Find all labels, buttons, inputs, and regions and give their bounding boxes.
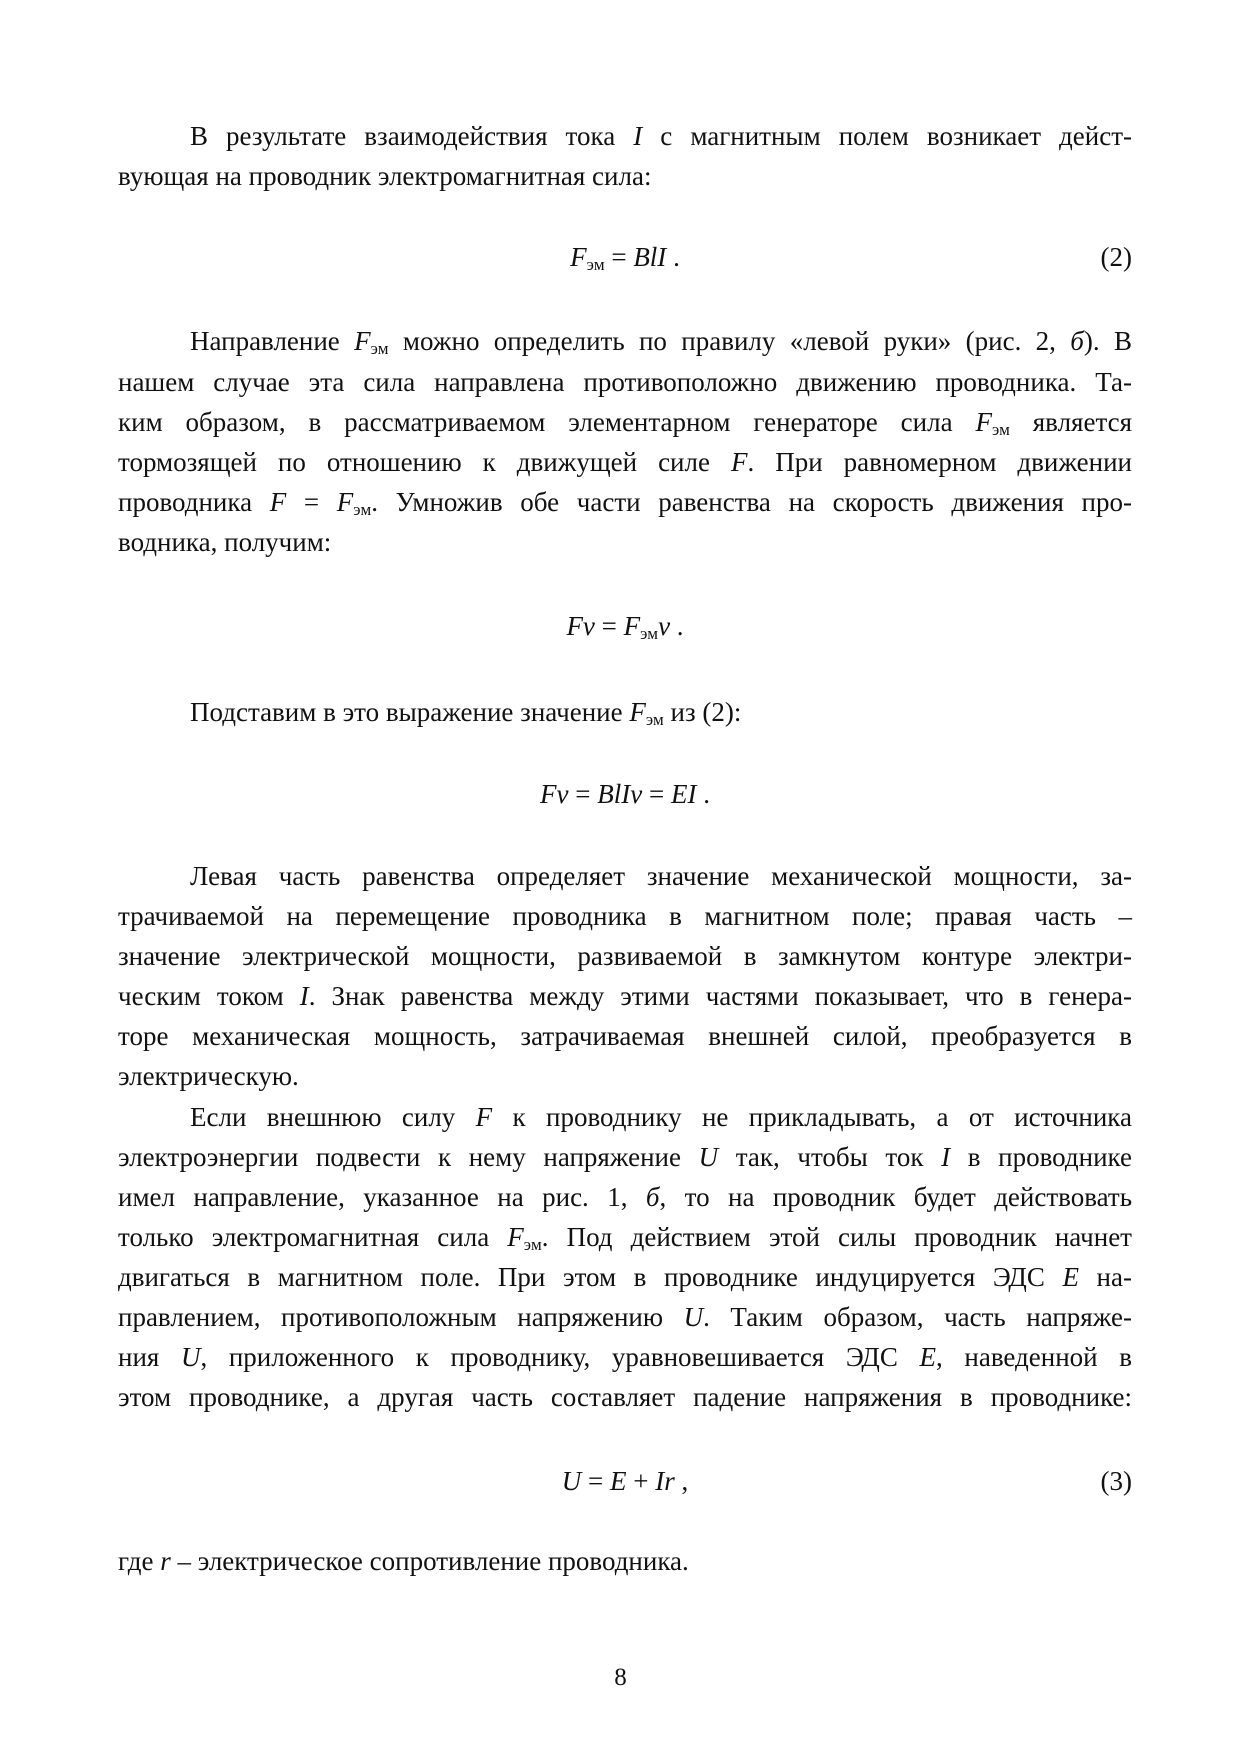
text-run: двигаться в магнитном поле. При этом в проводнике индуцируется ЭДС xyxy=(118,1262,1063,1292)
subscript: эм xyxy=(586,255,605,274)
math-symbol: I xyxy=(633,121,643,151)
text-line xyxy=(118,1543,1132,1579)
text-run: из (2): xyxy=(663,697,742,727)
text-run: Левая часть равенства определяет значение механической мощности, за- xyxy=(190,861,1132,891)
subscript: эм xyxy=(640,624,659,643)
text-line xyxy=(118,898,1132,934)
text-run: имел направление, указанное на рис. 1, xyxy=(118,1182,646,1212)
subscript: эм xyxy=(353,500,372,519)
text-run: ким образом, в рассматриваемом элементарном генераторе сила xyxy=(118,407,976,437)
equation-number: (2) xyxy=(1100,242,1132,272)
equation-body xyxy=(540,779,710,809)
text-run: так, чтобы ток xyxy=(718,1142,942,1172)
math-symbol: U xyxy=(683,1302,704,1332)
math-symbol: Fv xyxy=(566,611,595,641)
text-run: . Умножив обе части равенства на скорость движения про- xyxy=(371,487,1132,517)
text-run: где xyxy=(118,1546,161,1576)
math-symbol: б xyxy=(1070,326,1084,356)
subscript: эм xyxy=(645,710,664,729)
text-line xyxy=(118,858,1132,894)
math-symbol: r xyxy=(160,1546,171,1576)
text-run: только электромагнитная сила xyxy=(118,1222,508,1252)
math-symbol: E xyxy=(1062,1262,1079,1292)
math-symbol: F xyxy=(507,1222,524,1252)
math-symbol: E xyxy=(610,1466,627,1496)
text-line xyxy=(118,1339,1132,1375)
text-run: Если внешнюю силу xyxy=(190,1102,476,1132)
math-symbol: F xyxy=(623,611,641,641)
text-run: . xyxy=(696,779,710,809)
text-run: является xyxy=(1009,407,1132,437)
text-line xyxy=(118,1219,1132,1255)
text-line xyxy=(118,1299,1132,1335)
text-run: торе механическая мощность, затрачиваемая внешней силой, преобразуется в xyxy=(118,1021,1132,1051)
subscript: эм xyxy=(523,1235,542,1254)
math-symbol: BlI xyxy=(633,242,667,272)
text-run: В результате взаимодействия тока xyxy=(190,121,634,151)
text-run: = xyxy=(642,779,671,809)
text-run: ческим током xyxy=(118,981,300,1011)
equation-number: (3) xyxy=(1100,1466,1132,1496)
text-run: = xyxy=(568,779,598,809)
text-line xyxy=(118,444,1132,480)
text-line xyxy=(118,978,1132,1014)
text-run: вующая на проводник электромагнитная сила: xyxy=(118,161,652,191)
text-run: значение электрической мощности, развиваемой в замкнутом контуре электри- xyxy=(118,941,1132,971)
math-symbol: F xyxy=(975,407,992,437)
text-run: Направление xyxy=(190,326,355,356)
text-run: ). В xyxy=(1083,326,1132,356)
math-symbol: F xyxy=(269,487,287,517)
text-line xyxy=(118,1139,1132,1175)
math-symbol: U xyxy=(180,1342,201,1372)
text-line xyxy=(118,118,1132,154)
math-symbol: F xyxy=(354,326,371,356)
equation-body xyxy=(566,611,683,641)
text-line xyxy=(118,1058,1132,1094)
text-run: – электрическое сопротивление проводника. xyxy=(170,1546,689,1576)
text-run: электроэнергии подвести к нему напряжение xyxy=(118,1142,699,1172)
math-symbol: U xyxy=(561,1466,582,1496)
math-symbol: F xyxy=(336,487,354,517)
text-run: = xyxy=(594,611,624,641)
text-run: можно определить по правилу «левой руки» (рис. 2, xyxy=(388,326,1071,356)
text-run: . Знак равенства между этими частями показывает, что в генера- xyxy=(308,981,1132,1011)
text-run: Подставим в это выражение значение xyxy=(190,697,630,727)
math-symbol: E xyxy=(919,1342,936,1372)
text-line xyxy=(118,364,1132,400)
text-line xyxy=(118,524,1132,560)
math-symbol: I xyxy=(941,1142,951,1172)
math-symbol: v xyxy=(658,611,671,641)
text-run: = xyxy=(581,1466,610,1496)
text-run: , то на проводник будет действовать xyxy=(659,1182,1133,1212)
text-run: в проводнике xyxy=(950,1142,1132,1172)
text-run: нашем случае эта сила направлена противоположно движению проводника. Та- xyxy=(118,367,1132,397)
subscript: эм xyxy=(991,420,1010,439)
equation xyxy=(118,608,1132,644)
text-line xyxy=(118,404,1132,440)
math-symbol: EI xyxy=(670,779,697,809)
text-run: . Таким образом, часть напряже- xyxy=(703,1302,1133,1332)
math-symbol: F xyxy=(730,447,748,477)
page-number: 8 xyxy=(614,1664,627,1691)
text-run: , наведенной в xyxy=(936,1342,1132,1372)
text-run: ния xyxy=(118,1342,181,1372)
equation xyxy=(118,239,1132,275)
text-line xyxy=(118,1379,1132,1415)
math-symbol: F xyxy=(629,697,646,727)
text-line xyxy=(118,1179,1132,1215)
text-run: этом проводнике, а другая часть составляет падение напряжения в проводнике: xyxy=(118,1382,1132,1412)
equation-body xyxy=(562,1466,688,1496)
text-line xyxy=(118,484,1132,520)
math-symbol: б xyxy=(645,1182,660,1212)
text-run: = xyxy=(604,242,634,272)
text-run: , xyxy=(674,1466,689,1496)
equation-body xyxy=(570,242,680,272)
text-run: . Под действием этой силы проводник начнет xyxy=(541,1222,1132,1252)
text-line xyxy=(118,1018,1132,1054)
text-line xyxy=(118,1099,1132,1135)
text-run: к проводнику не прикладывать, а от источника xyxy=(492,1102,1132,1132)
text-line xyxy=(118,323,1132,359)
text-line xyxy=(118,158,1132,194)
equation xyxy=(118,1463,1132,1499)
text-run: + xyxy=(626,1466,656,1496)
text-line xyxy=(118,694,1132,730)
text-run: правлением, противоположным напряжению xyxy=(118,1302,684,1332)
text-run: проводника xyxy=(118,487,270,517)
text-run: с магнитным полем возникает дейст- xyxy=(642,121,1132,151)
math-symbol: Fv xyxy=(540,779,569,809)
text-line xyxy=(118,938,1132,974)
math-symbol: F xyxy=(475,1102,493,1132)
text-run: = xyxy=(286,487,337,517)
math-symbol: F xyxy=(570,242,587,272)
text-run: на- xyxy=(1078,1262,1132,1292)
text-run: тормозящей по отношению к движущей силе xyxy=(118,447,731,477)
equation xyxy=(118,776,1132,812)
text-run: водника, получим: xyxy=(118,527,332,557)
subscript: эм xyxy=(370,339,389,358)
text-line xyxy=(118,1259,1132,1295)
math-symbol: Ir xyxy=(655,1466,675,1496)
text-run: . xyxy=(670,611,684,641)
text-run: электрическую. xyxy=(118,1061,299,1091)
text-run: трачиваемой на перемещение проводника в магнитном поле; правая часть – xyxy=(118,901,1132,931)
math-symbol: BlIv xyxy=(597,779,643,809)
text-run: . xyxy=(666,242,680,272)
math-symbol: U xyxy=(698,1142,719,1172)
text-run: , приложенного к проводнику, уравновешивается ЭДС xyxy=(200,1342,920,1372)
text-run: . При равномерном движении xyxy=(747,447,1133,477)
math-symbol: I xyxy=(299,981,309,1011)
